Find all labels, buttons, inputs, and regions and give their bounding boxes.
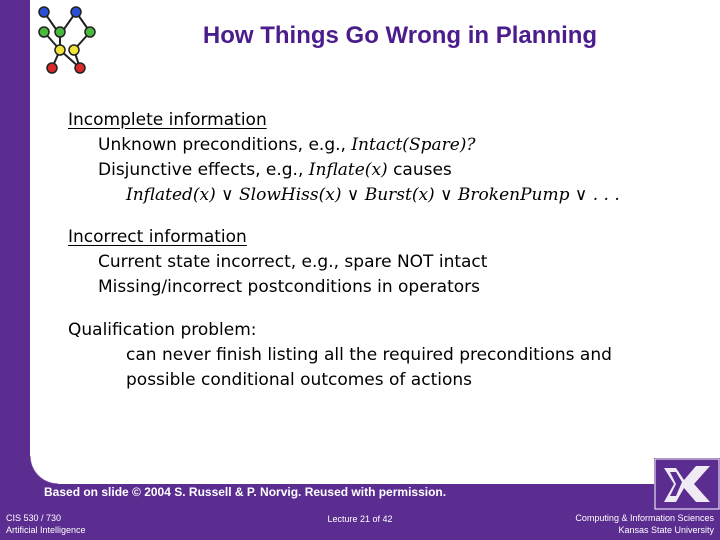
- footer-department: [575, 512, 714, 536]
- math-expression: Inflate(x): [308, 160, 388, 180]
- footer-lecture: Lecture 21 of 42: [327, 514, 393, 524]
- university-name: Kansas State University: [618, 525, 714, 535]
- section-heading-incorrect: Incorrect information: [68, 227, 247, 247]
- bullet-postconditions: Missing/incorrect postconditions in operators: [98, 277, 480, 297]
- math-expression: Inflated(x) ∨ SlowHiss(x) ∨ Burst(x) ∨ BrokenPump ∨ . . .: [126, 185, 620, 205]
- network-graph-icon: [30, 2, 102, 76]
- footer-course: [6, 512, 86, 536]
- bullet-disjunctive-effects: [68, 158, 698, 183]
- bullet-qualification-line2: possible conditional outcomes of actions: [126, 370, 472, 390]
- bullet-qualification-line1: can never finish listing all the required preconditions and: [126, 345, 612, 365]
- bullet-disjunction: [68, 183, 698, 208]
- credit-line: Based on slide © 2004 S. Russell & P. Norvig. Reused with permission.: [44, 485, 447, 499]
- department-name: Computing & Information Sciences: [575, 513, 714, 523]
- bullet-text: Unknown preconditions, e.g.,: [98, 135, 352, 155]
- slide-title: How Things Go Wrong in Planning: [202, 22, 598, 49]
- left-frame-bar: [0, 0, 30, 540]
- section-heading-incomplete: Incomplete information: [68, 110, 267, 130]
- section-heading-qualification: Qualification problem:: [68, 320, 257, 340]
- slide-body: [68, 108, 698, 393]
- bullet-unknown-preconditions: [68, 133, 698, 158]
- bullet-current-state: Current state incorrect, e.g., spare NOT intact: [98, 252, 488, 272]
- bullet-text: Disjunctive effects, e.g.,: [98, 160, 309, 180]
- course-number: CIS 530 / 730: [6, 513, 62, 523]
- frame-corner: [30, 456, 58, 484]
- course-name: Artificial Intelligence: [6, 525, 86, 535]
- bullet-text: causes: [387, 160, 452, 180]
- wildcat-logo-icon: [654, 458, 720, 510]
- math-expression: Intact(Spare)?: [351, 135, 476, 155]
